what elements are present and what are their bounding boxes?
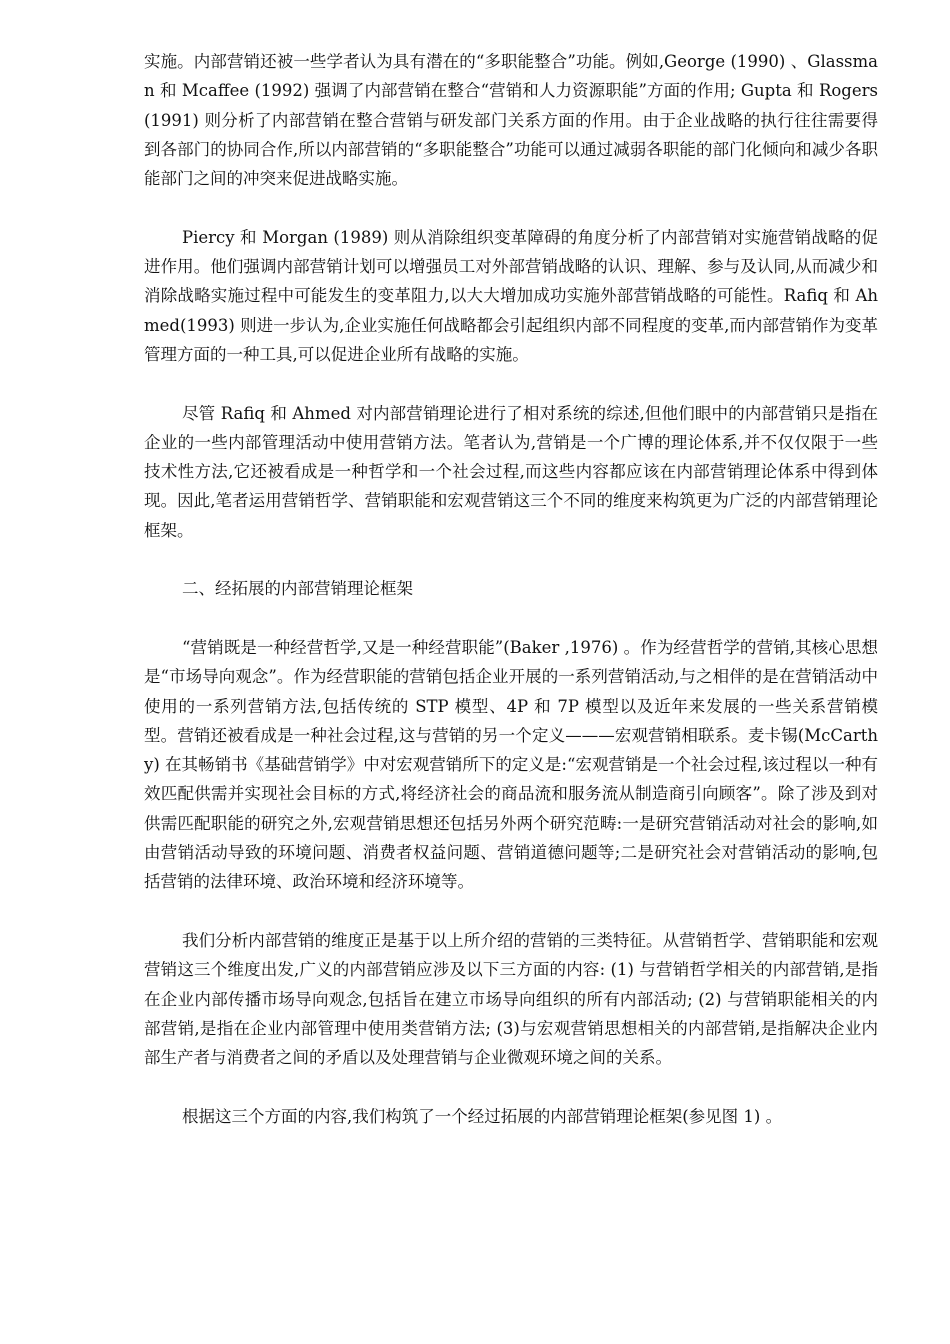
paragraph-change-management: Piercy 和 Morgan (1989) 则从消除组织变革障碍的角度分析了内部营销对实施营销战略的促进作用。他们强调内部营销计划可以增强员工对外部营销战略的认识、理解、参与及认同,从而减少和消除战略实施过程中可能发生的变革阻力,以大大增加成功实施外部营销战略的可能性。Rafiq 和 Ahmed(1993) 则进一步认为,企业实施任何战略都会引起组织内部不同程度的变革,而内部营销作为变革管理方面的一种工具,可以促进企业所有战略的实施。	[144, 227, 878, 364]
paragraph-three-dimensions: 我们分析内部营销的维度正是基于以上所介绍的营销的三类特征。从营销哲学、营销职能和宏观营销这三个维度出发,广义的内部营销应涉及以下三方面的内容: (1) 与营销哲学相关的内部营销,是指在企业内部传播市场导向观念,包括旨在建立市场导向组织的所有内部活动; (2) 与营销职能相关的内部营销,是指在企业内部管理中使用类营销方法; (3)与宏观营销思想相关的内部营销,是指解决企业内部生产者与消费者之间的矛盾以及处理营销与企业微观环境之间的关系。	[144, 930, 878, 1068]
document-body	[144, 47, 878, 1160]
section-heading: 二、经拓展的内部营销理论框架	[182, 579, 413, 599]
paragraph-author-view: 尽管 Rafiq 和 Ahmed 对内部营销理论进行了相对系统的综述,但他们眼中的内部营销只是指在企业的一些内部管理活动中使用营销方法。笔者认为,营销是一个广博的理论体系,并不仅仅限于一些技术性方法,它还被看成是一种哲学和一个社会过程,而这些内容都应该在内部营销理论体系中得到体现。因此,笔者运用营销哲学、营销职能和宏观营销这三个不同的维度来构筑更为广泛的内部营销理论框架。	[144, 403, 878, 540]
paragraph-marketing-definition: “营销既是一种经营哲学,又是一种经营职能”(Baker ,1976) 。作为经营哲学的营销,其核心思想是“市场导向观念”。作为经营职能的营销包括企业开展的一系列营销活动,与之相伴的是在营销活动中使用的一系列营销方法,包括传统的 STP 模型、4P 和 7P 模型以及近年来发展的一些关系营销模型。营销还被看成是一种社会过程,这与营销的另一个定义———宏观营销相联系。麦卡锡(McCarthy) 在其畅销书《基础营销学》中对宏观营销所下的定义是:“宏观营销是一个社会过程,该过程以一种有效匹配供需并实现社会目标的方式,将经济社会的商品流和服务流从制造商引向顾客”。除了涉及到对供需匹配职能的研究之外,宏观营销思想还包括另外两个研究范畴:一是研究营销活动对社会的影响,如由营销活动导致的环境问题、消费者权益问题、营销道德问题等;二是研究社会对营销活动的影响,包括营销的法律环境、政治环境和经济环境等。	[144, 637, 878, 892]
paragraph-framework: 根据这三个方面的内容,我们构筑了一个经过拓展的内部营销理论框架(参见图 1) 。	[182, 1106, 783, 1126]
paragraph-strategy-integration: 实施。内部营销还被一些学者认为具有潜在的“多职能整合”功能。例如,George (1990) 、Glassman 和 Mcaffee (1992) 强调了内部营销在整合“营销和人力资源职能”方面的作用; Gupta 和 Rogers(1991) 则分析了内部营销在整合营销与研发部门关系方面的作用。由于企业战略的执行往往需要得到各部门的协同合作,所以内部营销的“多职能整合”功能可以通过减弱各职能的部门化倾向和减少各职能部门之间的冲突来促进战略实施。	[144, 52, 878, 189]
